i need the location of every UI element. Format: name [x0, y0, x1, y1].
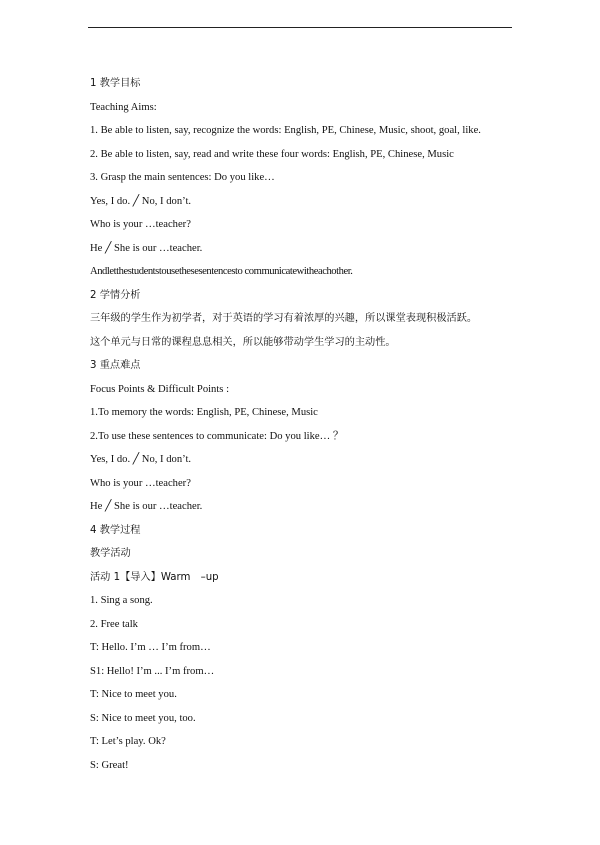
text-line: He ╱ She is our …teacher. — [90, 242, 203, 254]
text-line: 1. Sing a song. — [90, 595, 153, 606]
text-line: Teaching Aims: — [90, 101, 157, 113]
text-line: T: Let’s play. Ok? — [90, 736, 166, 747]
header-rule — [88, 27, 512, 28]
text-line: T: Nice to meet you. — [90, 689, 177, 700]
text-line: Who is your …teacher? — [90, 477, 191, 489]
text-line: S: Nice to meet you, too. — [90, 712, 196, 724]
text-line: 这个单元与日常的课程息息相关，所以能够带动学生学习的主动性。 — [90, 336, 396, 348]
text-line: Who is your …teacher? — [90, 219, 191, 230]
text-line: S1: Hello! I’m ... I’m from… — [90, 665, 215, 677]
text-line: 2 学情分析 — [90, 289, 141, 301]
document-body — [90, 76, 530, 781]
text-line: S: Great! — [90, 759, 129, 771]
text-line: He ╱ She is our …teacher. — [90, 501, 203, 512]
text-line: Yes, I do. ╱ No, I don’t. — [90, 195, 192, 207]
text-line: 活动 1【导入】Warm –up — [90, 571, 219, 583]
text-line: Focus Points & Difficult Points : — [90, 383, 230, 395]
text-line: 1. Be able to listen, say, recognize the words: English, PE, Chinese, Music, shoot, goal, like. — [90, 125, 481, 136]
text-line: 2.To use these sentences to communicate: Do you like… ？ — [90, 430, 344, 442]
text-line: Yes, I do. ╱ No, I don’t. — [90, 454, 192, 465]
text-line: 3 重点难点 — [90, 360, 141, 371]
text-line: 2. Free talk — [90, 618, 138, 630]
text-line: 2. Be able to listen, say, read and write these four words: English, PE, Chinese, Music — [90, 148, 454, 160]
text-line: 三年级的学生作为初学者，对于英语的学习有着浓厚的兴趣，所以课堂表现积极活跃。 — [90, 313, 478, 324]
text-line: T: Hello. I’m … I’m from… — [90, 642, 211, 653]
text-line: 4 教学过程 — [90, 524, 141, 536]
text-line: 1.To memory the words: English, PE, Chinese, Music — [90, 407, 318, 418]
text-line: 教学活动 — [90, 548, 131, 559]
text-line: Andletthestudentstousethesesentencesto communicatewitheachother. — [90, 266, 353, 277]
text-line: 1 教学目标 — [90, 78, 141, 89]
text-line: 3. Grasp the main sentences: Do you like… — [90, 172, 275, 183]
